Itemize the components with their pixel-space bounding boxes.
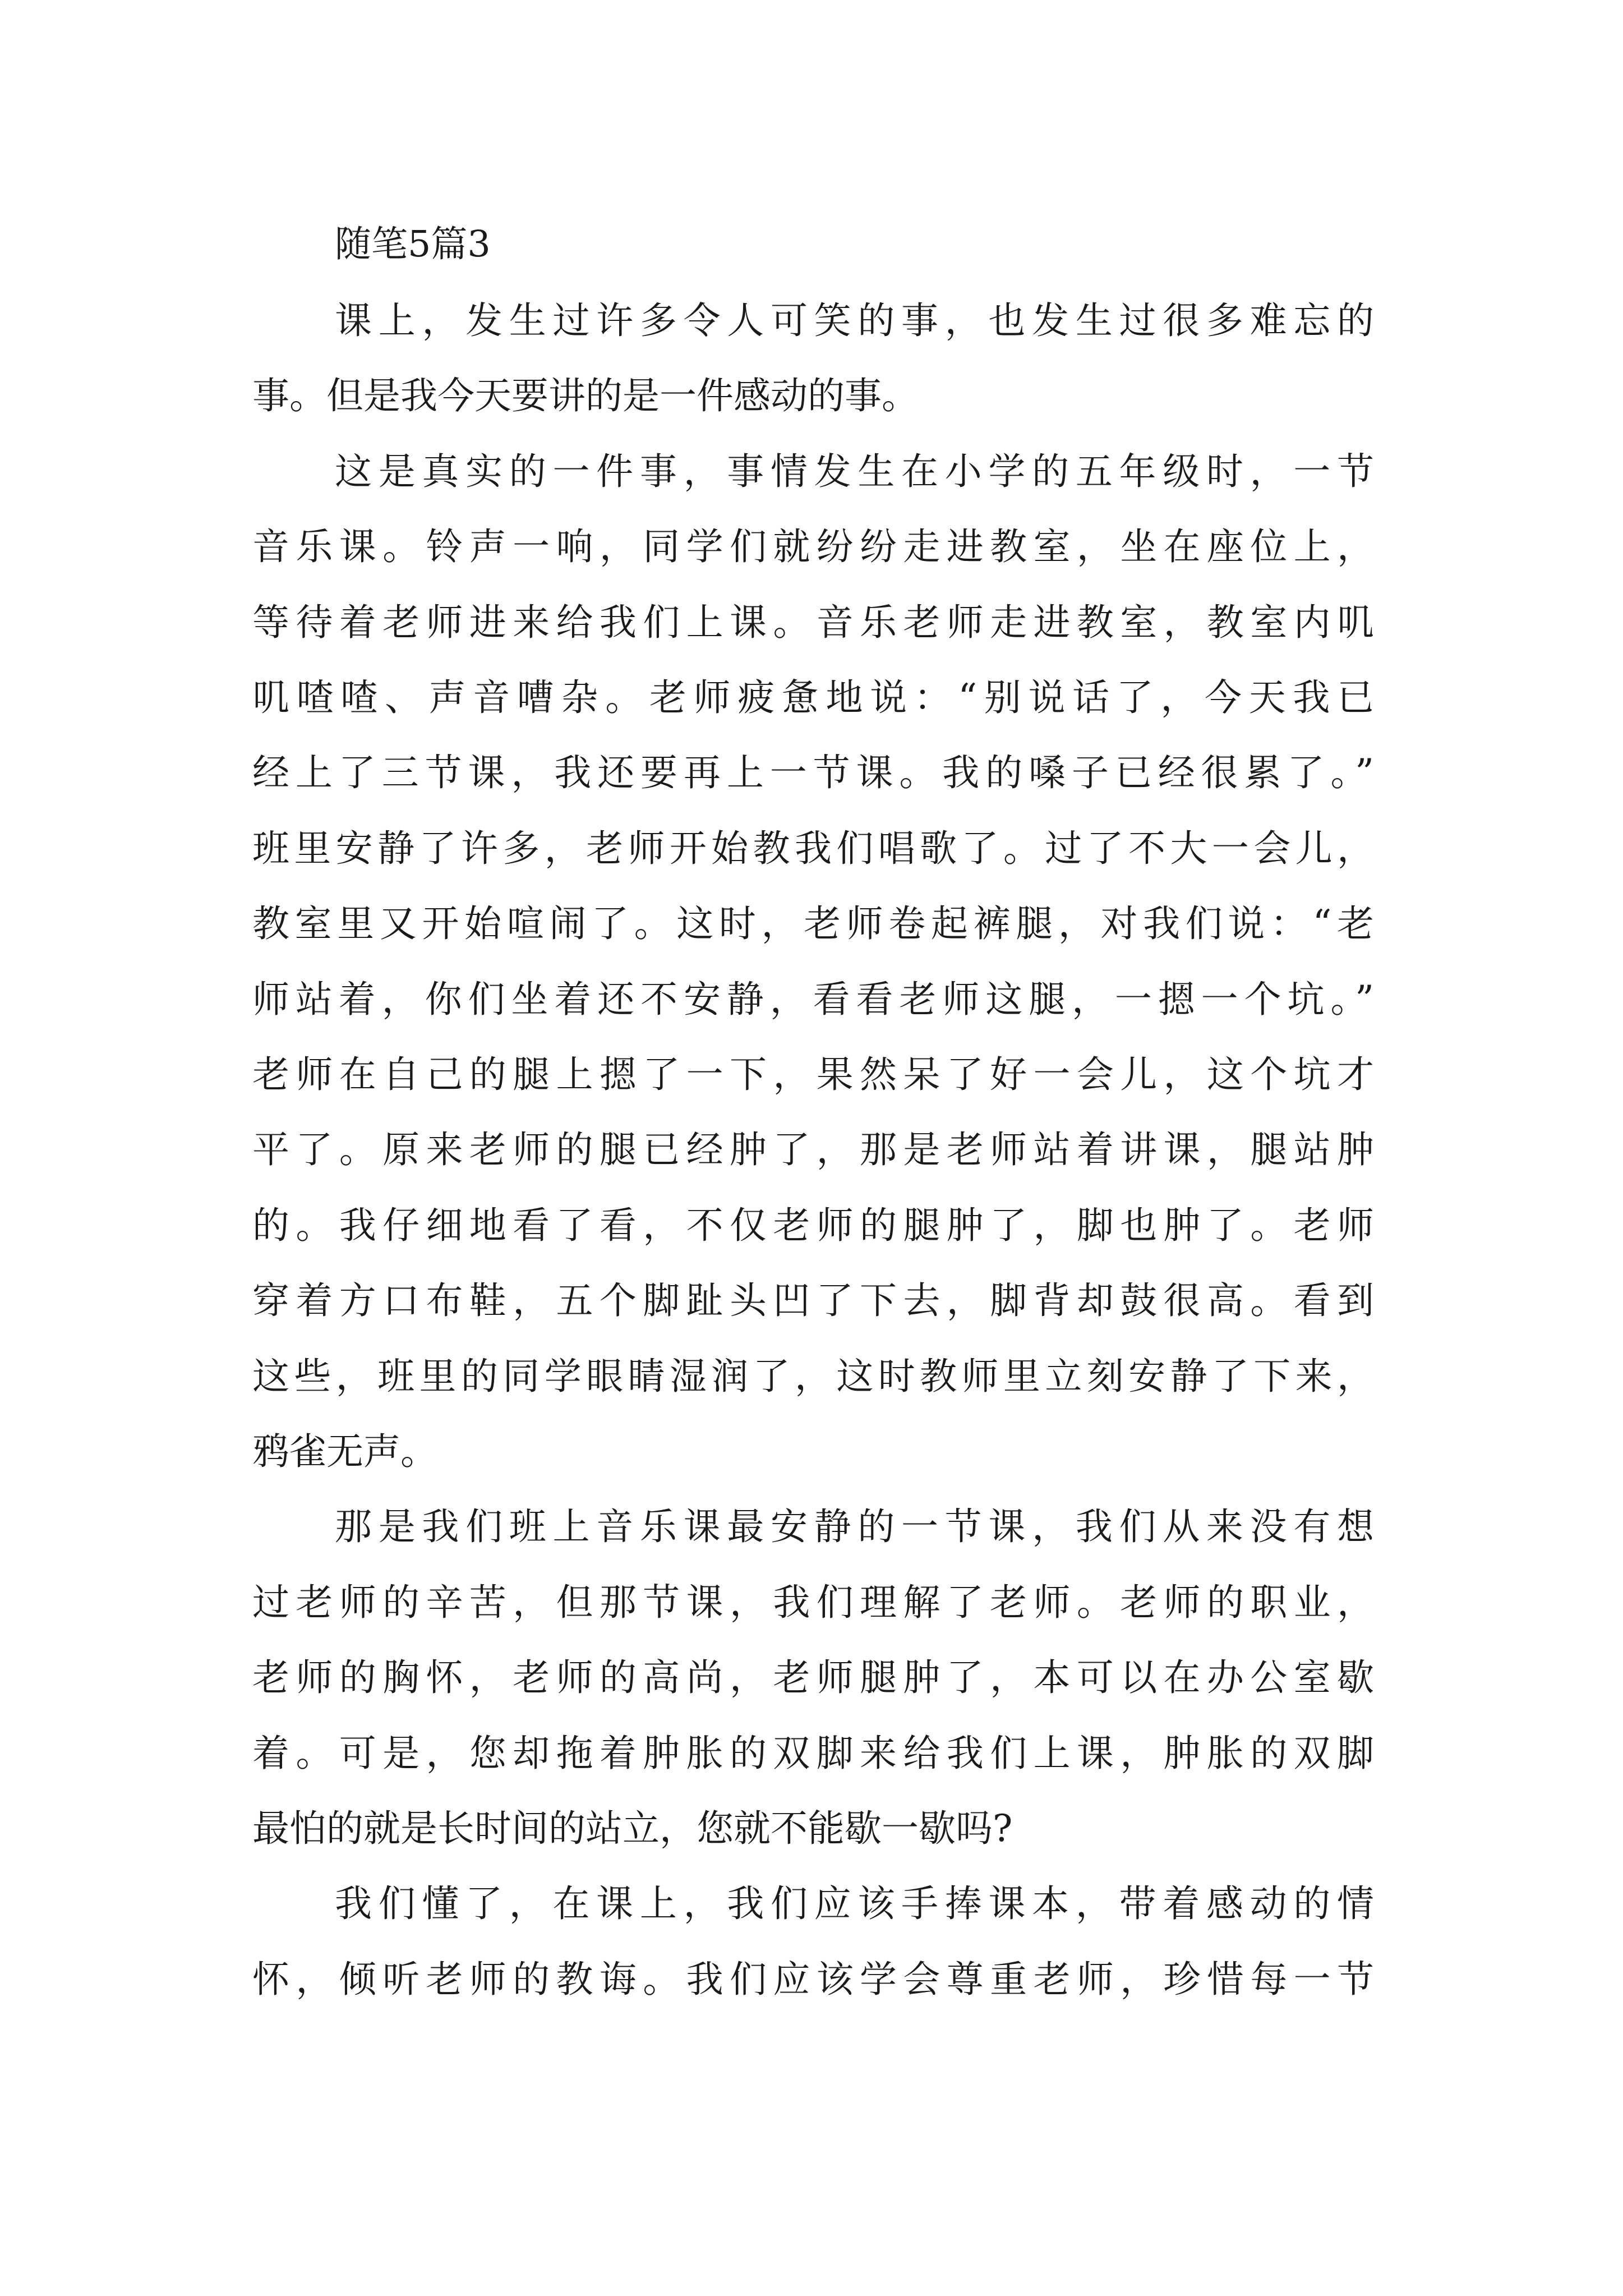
paragraph-2-line-9: 老师在自己的腿上摁了一下，果然呆了好一会儿，这个坑才: [252, 1053, 1374, 1096]
paragraph-2-line-11: 的。我仔细地看了看，不仅老师的腿肿了，脚也肿了。老师: [252, 1204, 1374, 1247]
paragraph-2-line-1: 这是真实的一件事，事情发生在小学的五年级时，一节: [335, 450, 1374, 493]
paragraph-3-line-2: 过老师的辛苦，但那节课，我们理解了老师。老师的职业，: [252, 1581, 1374, 1624]
paragraph-2-line-12: 穿着方口布鞋，五个脚趾头凹了下去，脚背却鼓很高。看到: [252, 1279, 1374, 1322]
paragraph-3-line-4: 着。可是，您却拖着肿胀的双脚来给我们上课，肿胀的双脚: [252, 1732, 1374, 1775]
paragraph-2-line-8: 师站着，你们坐着还不安静，看看老师这腿，一摁一个坑。”: [252, 978, 1374, 1021]
paragraph-2-line-14: 鸦雀无声。: [252, 1430, 437, 1473]
paragraph-3-line-5: 最怕的就是长时间的站立，您就不能歇一歇吗?: [252, 1807, 1013, 1850]
paragraph-2-line-2: 音乐课。铃声一响，同学们就纷纷走进教室，坐在座位上，: [252, 525, 1374, 568]
paragraph-2-line-3: 等待着老师进来给我们上课。音乐老师走进教室，教室内叽: [252, 601, 1374, 644]
paragraph-2-line-5: 经上了三节课，我还要再上一节课。我的嗓子已经很累了。”: [252, 751, 1374, 794]
paragraph-2-line-10: 平了。原来老师的腿已经肿了，那是老师站着讲课，腿站肿: [252, 1128, 1374, 1171]
document-heading: 随笔5篇3: [335, 223, 491, 265]
paragraph-4-line-2: 怀，倾听老师的教诲。我们应该学会尊重老师，珍惜每一节: [252, 1958, 1374, 2001]
paragraph-1-line-1: 课上，发生过许多令人可笑的事，也发生过很多难忘的: [335, 299, 1374, 342]
paragraph-2-line-4: 叽喳喳、声音嘈杂。老师疲惫地说：“别说话了，今天我已: [252, 676, 1374, 719]
paragraph-2-line-6: 班里安静了许多，老师开始教我们唱歌了。过了不大一会儿，: [252, 827, 1374, 870]
paragraph-4-line-1: 我们懂了，在课上，我们应该手捧课本，带着感动的情: [335, 1882, 1374, 1925]
paragraph-3-line-1: 那是我们班上音乐课最安静的一节课，我们从来没有想: [335, 1505, 1374, 1548]
paragraph-2-line-13: 这些，班里的同学眼睛湿润了，这时教师里立刻安静了下来，: [252, 1355, 1374, 1398]
paragraph-2-line-7: 教室里又开始喧闹了。这时，老师卷起裤腿，对我们说：“老: [252, 902, 1374, 945]
paragraph-1-line-2: 事。但是我今天要讲的是一件感动的事。: [252, 374, 919, 417]
paragraph-3-line-3: 老师的胸怀，老师的高尚，老师腿肿了，本可以在办公室歇: [252, 1656, 1374, 1699]
